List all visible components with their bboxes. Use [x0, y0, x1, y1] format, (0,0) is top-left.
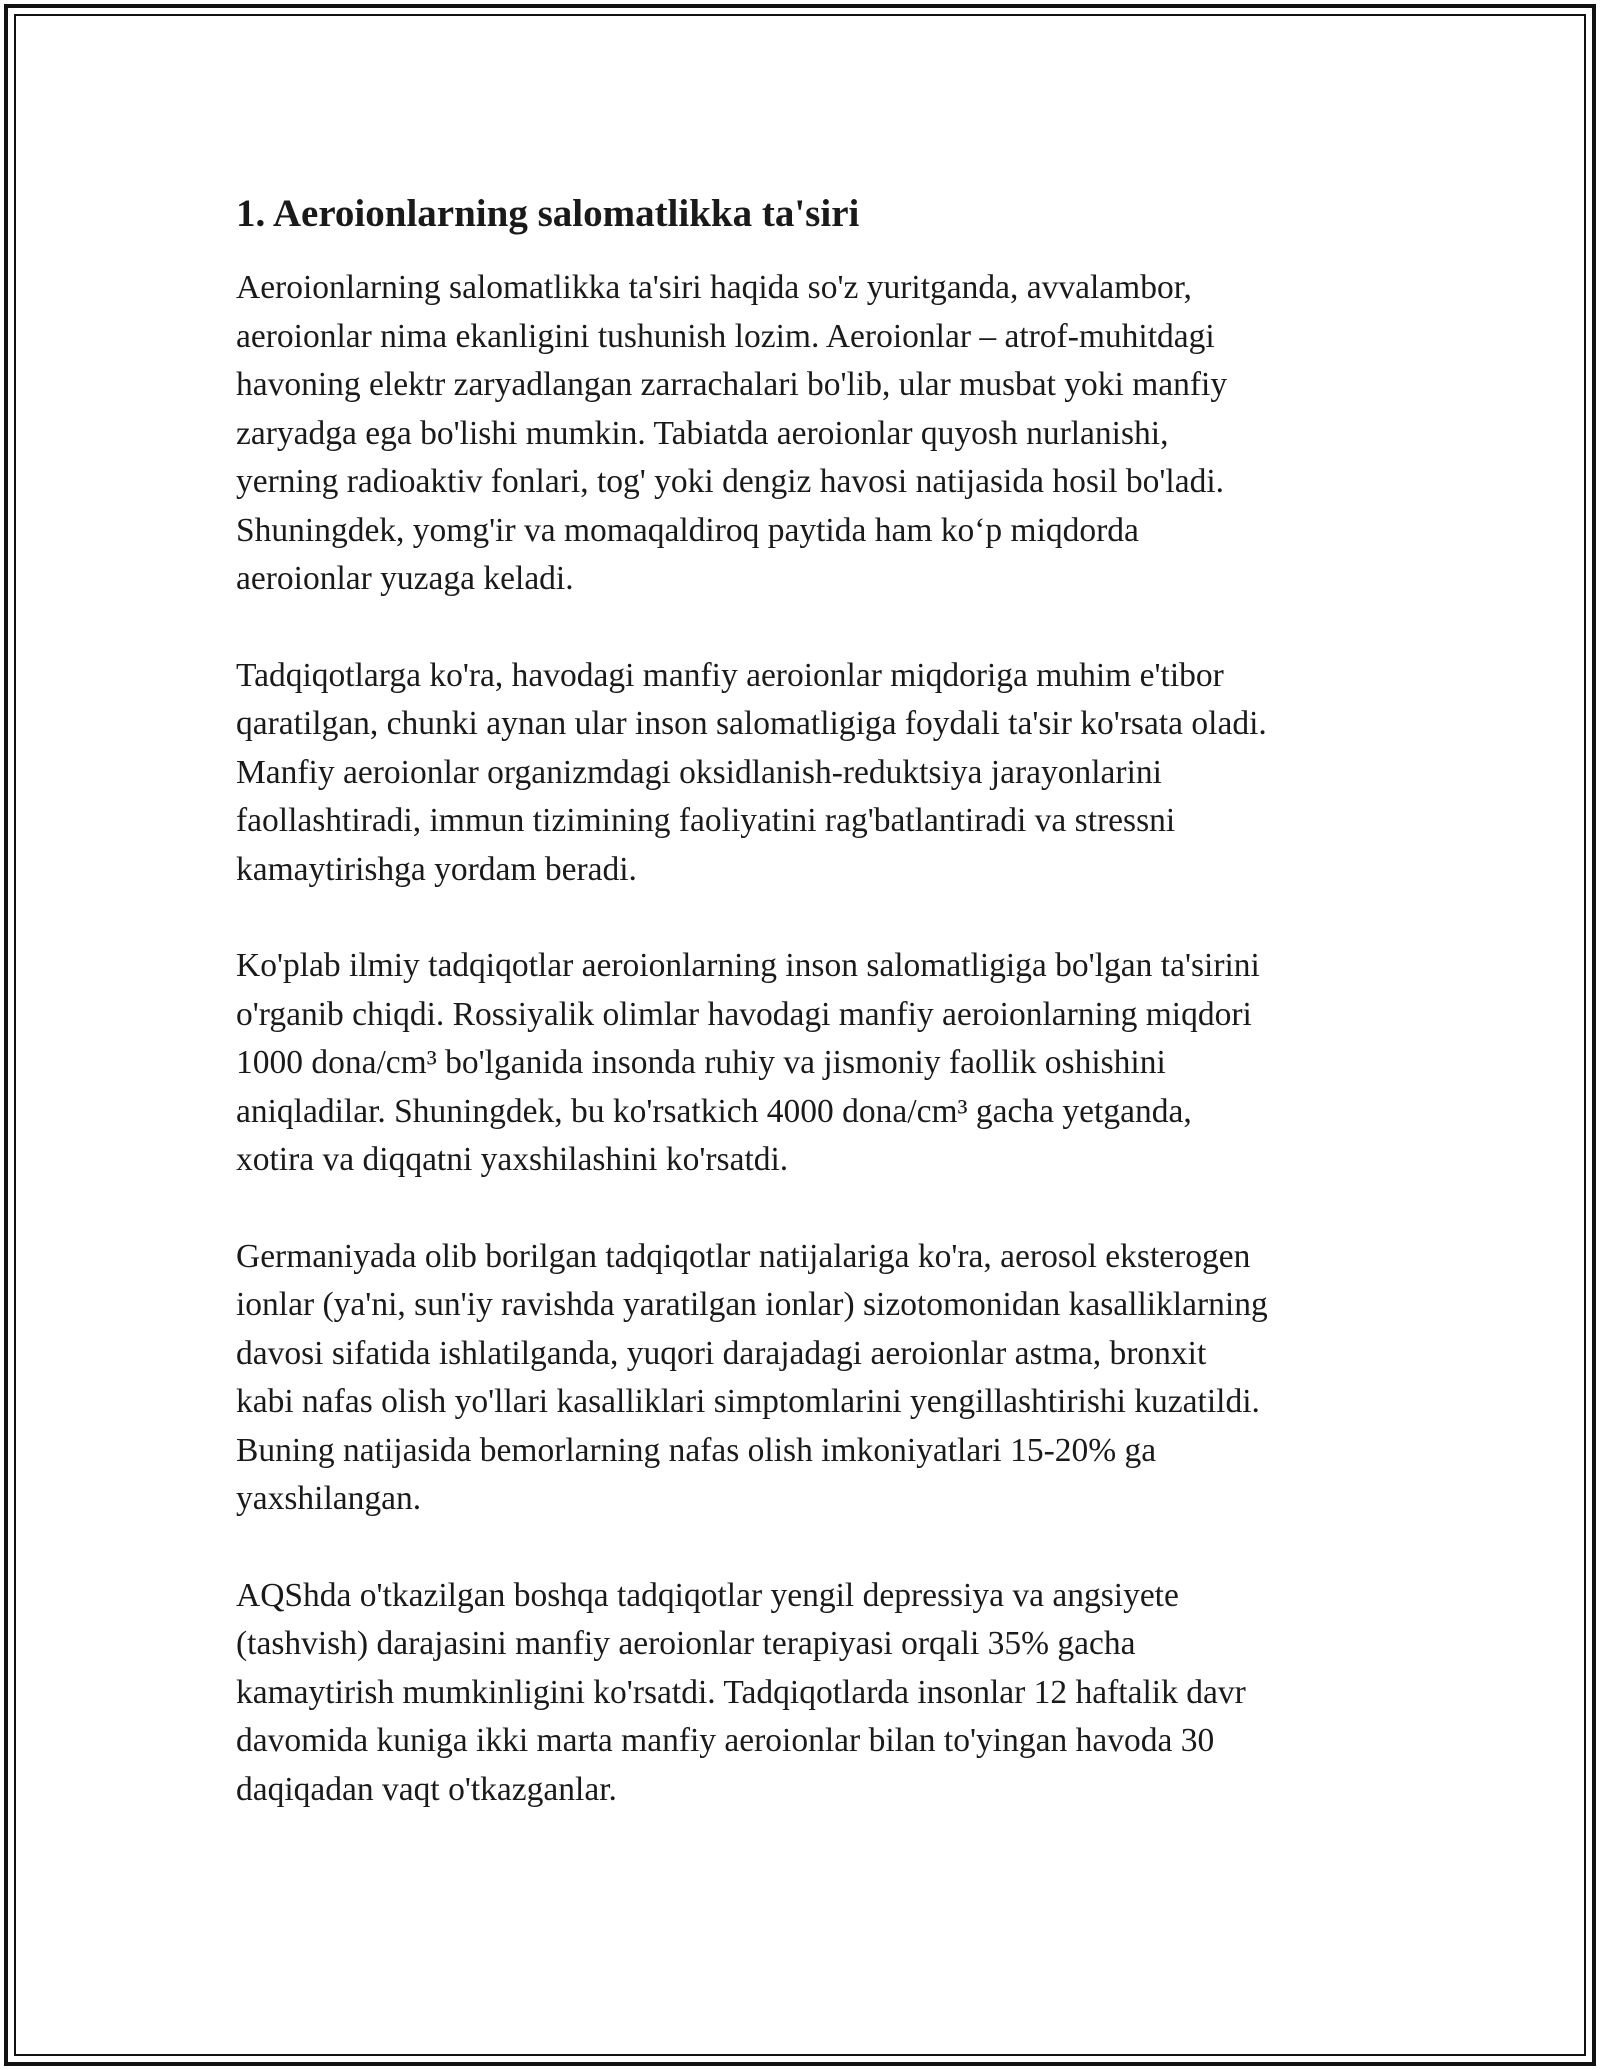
section-heading: 1. Aeroionlarning salomatlikka ta'siri	[236, 192, 860, 235]
document-content	[236, 186, 1376, 1862]
paragraph-3: Ko'plab ilmiy tadqiqotlar aeroionlarning inson salomatligiga bo'lgan ta'sirini o'rganib chiqdi. Rossiyalik olimlar havodagi manfiy aeroionlarning miqdori 1000 dona/cm³ bo'lganida insonda ruhiy va jismoniy faollik oshishini aniqladilar. Shuningdek, bu ko'rsatkich 4000 dona/cm³ gacha yetganda, xotira va diqqatni yaxshilashini ko'rsatdi.	[236, 947, 1260, 1178]
paragraph-4: Germaniyada olib borilgan tadqiqotlar natijalariga ko'ra, aerosol eksterogen ionlar (ya'ni, sun'iy ravishda yaratilgan ionlar) sizotomonidan kasalliklarning davosi sifatida ishlatilganda, yuqori darajadagi aeroionlar astma, bronxit kabi nafas olish yo'llari kasalliklari simptomlarini yengillashtirishi kuzatildi. Buning natijasida bemorlarning nafas olish imkoniyatlari 15-20% ga yaxshilangan.	[236, 1237, 1268, 1517]
paragraph-5: AQShda o'tkazilgan boshqa tadqiqotlar yengil depressiya va angsiyete (tashvish) darajasini manfiy aeroionlar terapiyasi orqali 35% gacha kamaytirish mumkinligini ko'rsatdi. Tadqiqotlarda insonlar 12 haftalik davr davomida kuniga ikki marta manfiy aeroionlar bilan to'yingan havoda 30 daqiqadan vaqt o'tkazganlar.	[236, 1576, 1246, 1808]
paragraph-1: Aeroionlarning salomatlikka ta'siri haqida so'z yuritganda, avvalambor, aeroionlar nima ekanligini tushunish lozim. Aeroionlar – atrof-muhitdagi havoning elektr zaryadlangan zarrachalari bo'lib, ular musbat yoki manfiy zaryadga ega bo'lishi mumkin. Tabiatda aeroionlar quyosh nurlanishi, yerning radioaktiv fonlari, tog' yoki dengiz havosi natijasida hosil bo'ladi. Shuningdek, yomg'ir va momaqaldiroq paytida ham koʻp miqdorda aeroionlar yuzaga keladi.	[236, 269, 1228, 597]
paragraph-2: Tadqiqotlarga ko'ra, havodagi manfiy aeroionlar miqdoriga muhim e'tibor qaratilgan, chunki aynan ular inson salomatligiga foydali ta'sir ko'rsata oladi. Manfiy aeroionlar organizmdagi oksidlanish-reduktsiya jarayonlarini faollashtiradi, immun tizimining faoliyatini rag'batlantiradi va stressni kamaytirishga yordam beradi.	[236, 656, 1267, 888]
